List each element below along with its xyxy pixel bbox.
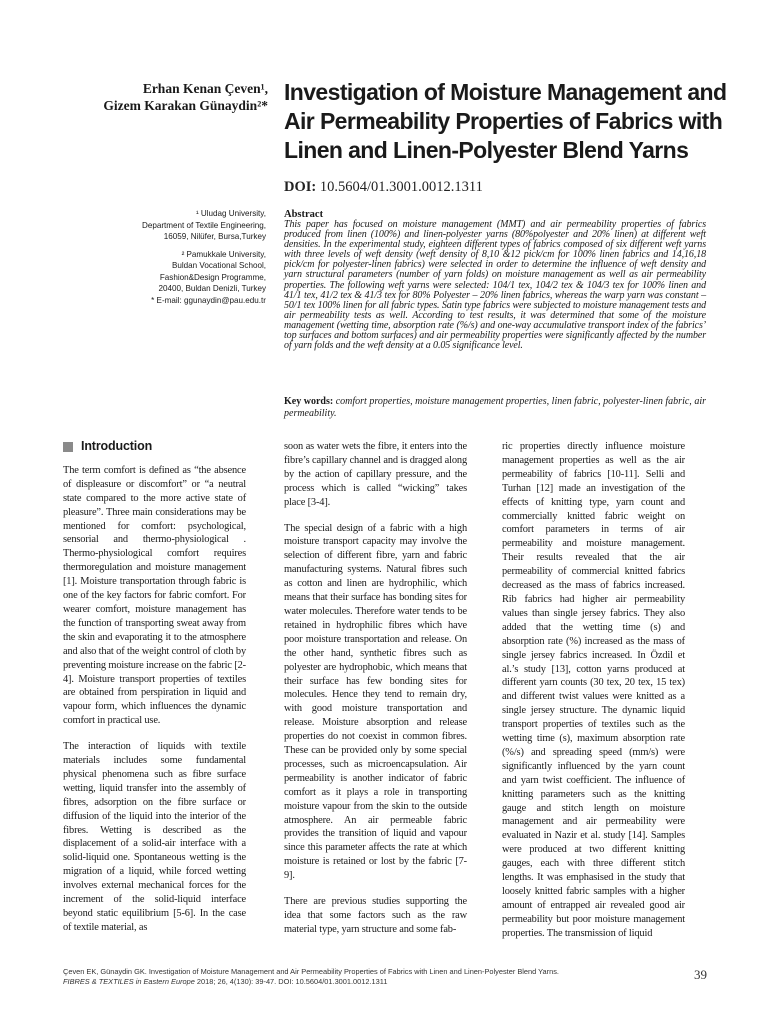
body-column-3 <box>502 440 685 953</box>
doi-value[interactable]: 10.5604/01.3001.0012.1311 <box>319 179 483 195</box>
author-list <box>60 80 268 114</box>
affiliation-line: 16059, Nilüfer, Bursa,Turkey <box>163 232 266 241</box>
paragraph: The special design of a fabric with a high moisture transport capacity may involve the selection of different fibre, yarn and fabric manufacturing systems. Natural fibres such as cotton and linen are hydrophilic, which means that their surface has bonding sites for water molecules. Therefore water tends to be retained in hydrophilic fibres which have poor moisture transportation and release. On the other hand, synthetic fibres such as polyester are hydrophobic, which means that their surface has few bonding sites for molecules. Hence they tend to remain dry, with good moisture transportation and release. Moisture absorption and release properties do not coexist in common fibres. These can be provided only by some special processes, such as microencapsulation. Air permeability is another indicator of fabric comfort as it plays a role in transporting moisture vapour from the skin to the outside atmosphere. An air permeable fabric provides the transition of liquid and vapour since this parameter affects the rate at which moisture is retained or lost by the fabric [7-9]. <box>284 522 467 882</box>
paragraph: soon as water wets the fibre, it enters into the fibre’s capillary channel and is dragged along by the action of capillary pressure, and the process which is called “wicking” takes place [3-4]. <box>284 441 467 508</box>
body-column-2 <box>284 440 467 949</box>
affiliation-line: Fashion&Design Programme, <box>159 272 266 282</box>
author-name: Gizem Karakan Günaydin²* <box>103 98 268 113</box>
abstract-heading: Abstract <box>284 209 324 220</box>
keywords <box>284 396 706 420</box>
contact-email[interactable]: * E-mail: ggunaydin@pau.edu.tr <box>151 295 266 305</box>
section-heading-text: Introduction <box>81 439 153 453</box>
keywords-text: comfort properties, moisture management properties, linen fabric, polyester-linen fabric, air permeability. <box>284 396 706 419</box>
keywords-label: Key words: <box>284 396 334 407</box>
paragraph: There are previous studies supporting the idea that some factors such as the raw material type, yarn structure and some fab- <box>284 896 467 935</box>
journal-name: FIBRES & TEXTILES in Eastern Europe <box>63 977 195 986</box>
page-footer <box>63 967 643 987</box>
doi-label: DOI: <box>284 179 317 195</box>
affiliation-line: ¹ Uludag University, <box>195 209 266 218</box>
footer-citation: Çeven EK, Günaydin GK. Investigation of Moisture Management and Air Permeability Properties of Fabrics with Linen and Linen-Polyester Blend Yarns. <box>63 967 559 976</box>
author-name: Erhan Kenan Çeven¹, <box>142 81 268 96</box>
page-number: 39 <box>694 967 707 982</box>
paragraph: The interaction of liquids with textile materials includes some fundamental physical phenomena such as fibre surface wetting, liquid transfer into the assembly of fibres, adsorption on the fibre surface or diffusion of the liquid into the interior of the fibres. Wetting is described as the displacement of a solid-air interface with a solid-liquid one. Spontaneous wetting is the migration of a liquid, while forced wetting involves external mechanical forces for the increment of the solid-liquid interface beyond static equilibrium [5-6]. In the case of textile material, as <box>63 741 246 933</box>
affiliation-1 <box>90 208 266 243</box>
section-heading <box>63 440 246 454</box>
paragraph: The term comfort is defined as “the absence of displeasure or discomfort” or “a neutral state compared to the more active state of pleasure”. Three main considerations may be mentioned for comfort: psychological, sensorial and thermo-physiological . Thermo-physiological comfort requires thermoregulation and moisture management [1]. Moisture transportation through fabric is one of the key factors for fabric comfort. For wearer comfort, moisture management has the function of transporting sweat away from the skin and evaporating it to the atmosphere and also that of the weight control of cloth by preventing moisture increase on the fabric [2-4]. Moisture transport properties of textiles are obtained from perspiration in liquid and vapour form, which influences the dynamic comfort in practical use. <box>63 464 246 727</box>
paragraph: ric properties directly influence moisture management properties as well as the air permeability of fabrics [10-11]. Selli and Turhan [12] made an investigation of the effects of knitting type, yarn count and commercially knitted fabric weight on comfort parameters in terms of air permeability and moisture management. Their results revealed that the air permeability of commercial knitted fabrics decreased as the mass of fabrics increased. Rib fabrics had higher air permeability values than single jersey fabrics. They also added that the wetting time (s) and absorption rate (%) increased as the mass of single jersey fabrics increased. In Özdil et al.’s study [13], cotton yarns produced at different yarn counts (30 tex, 20 tex, 15 tex) and different twist values were knitted as a single jersey structure. The dynamic liquid transport properties of textiles such as the wetting time (s), maximum absorption rate (%/s) and spreading speed (mm/s) were significantly influenced by the yarn count and yarn twist coefficient. The influence of knitting parameters such as the knitting gauge and stitch length on moisture management and air permeability were evaluated in Nazir et al. study [14]. Samples were produced at two different knitting gauges, each with three different stitch lengths. It was emphasised in the study that loosely knitted fabric samples with a higher amount of entrapped air revealed good air permeability but poor moisture management properties. The transmission of liquid <box>502 441 685 939</box>
abstract <box>284 209 706 351</box>
footer-details: 2018; 26, 4(130): 39-47. DOI: 10.5604/01.3001.0012.1311 <box>196 977 388 986</box>
affiliations <box>90 208 266 312</box>
abstract-text: This paper has focused on moisture management (MMT) and air permeability properties of fabrics produced from linen (100%) and linen-polyester yarns (80%polyester and 20% linen) at different weft densities. In the experimental study, eighteen different types of fabrics composed of six different weft yarns with three levels of weft density (weft density of 8,10 &12 pick/cm for 100% linen fabrics and 14,16,18 pick/cm for polyester-linen fabrics) were selected in order to determine the influence of weft density and yarn structural parameters (number of yarn folds) on moisture management as well as air permeability properties. The following weft yarns were selected: 104/1 tex, 104/2 tex & 104/3 tex for 100% linen and 41/1 tex, 41/2 tex & 41/3 tex for 80% Polyester – 20% linen fabrics, whereas the warp yarn was constant – 50/1 tex 100% linen for all fabric types. Satin type fabrics were subjected to moisture management tests and air permeability tests as well. According to test results, it was determined that some of the moisture management (wetting time, absorption rate (%/s) and one-way accumulative transport index of the fabrics’ top surfaces and bottom surfaces) and air permeability properties were significantly affected by the number of yarn folds and the weft density at a 0.05 significance level. <box>284 219 706 352</box>
article-title: Investigation of Moisture Management and Air Permeability Properties of Fabrics with Linen and Linen-Polyester Blend Yarns <box>284 79 727 163</box>
doi-line <box>284 179 483 196</box>
square-bullet-icon <box>63 442 73 452</box>
footer-journal-line <box>63 977 643 987</box>
affiliation-line: 20400, Buldan Denizli, Turkey <box>158 284 266 293</box>
affiliation-line: Buldan Vocational School, <box>171 261 266 270</box>
affiliation-line: ² Pamukkale University, <box>181 249 266 259</box>
body-column-1 <box>63 440 246 947</box>
affiliation-2 <box>90 249 266 307</box>
affiliation-line: Department of Textile Engineering, <box>141 220 266 230</box>
